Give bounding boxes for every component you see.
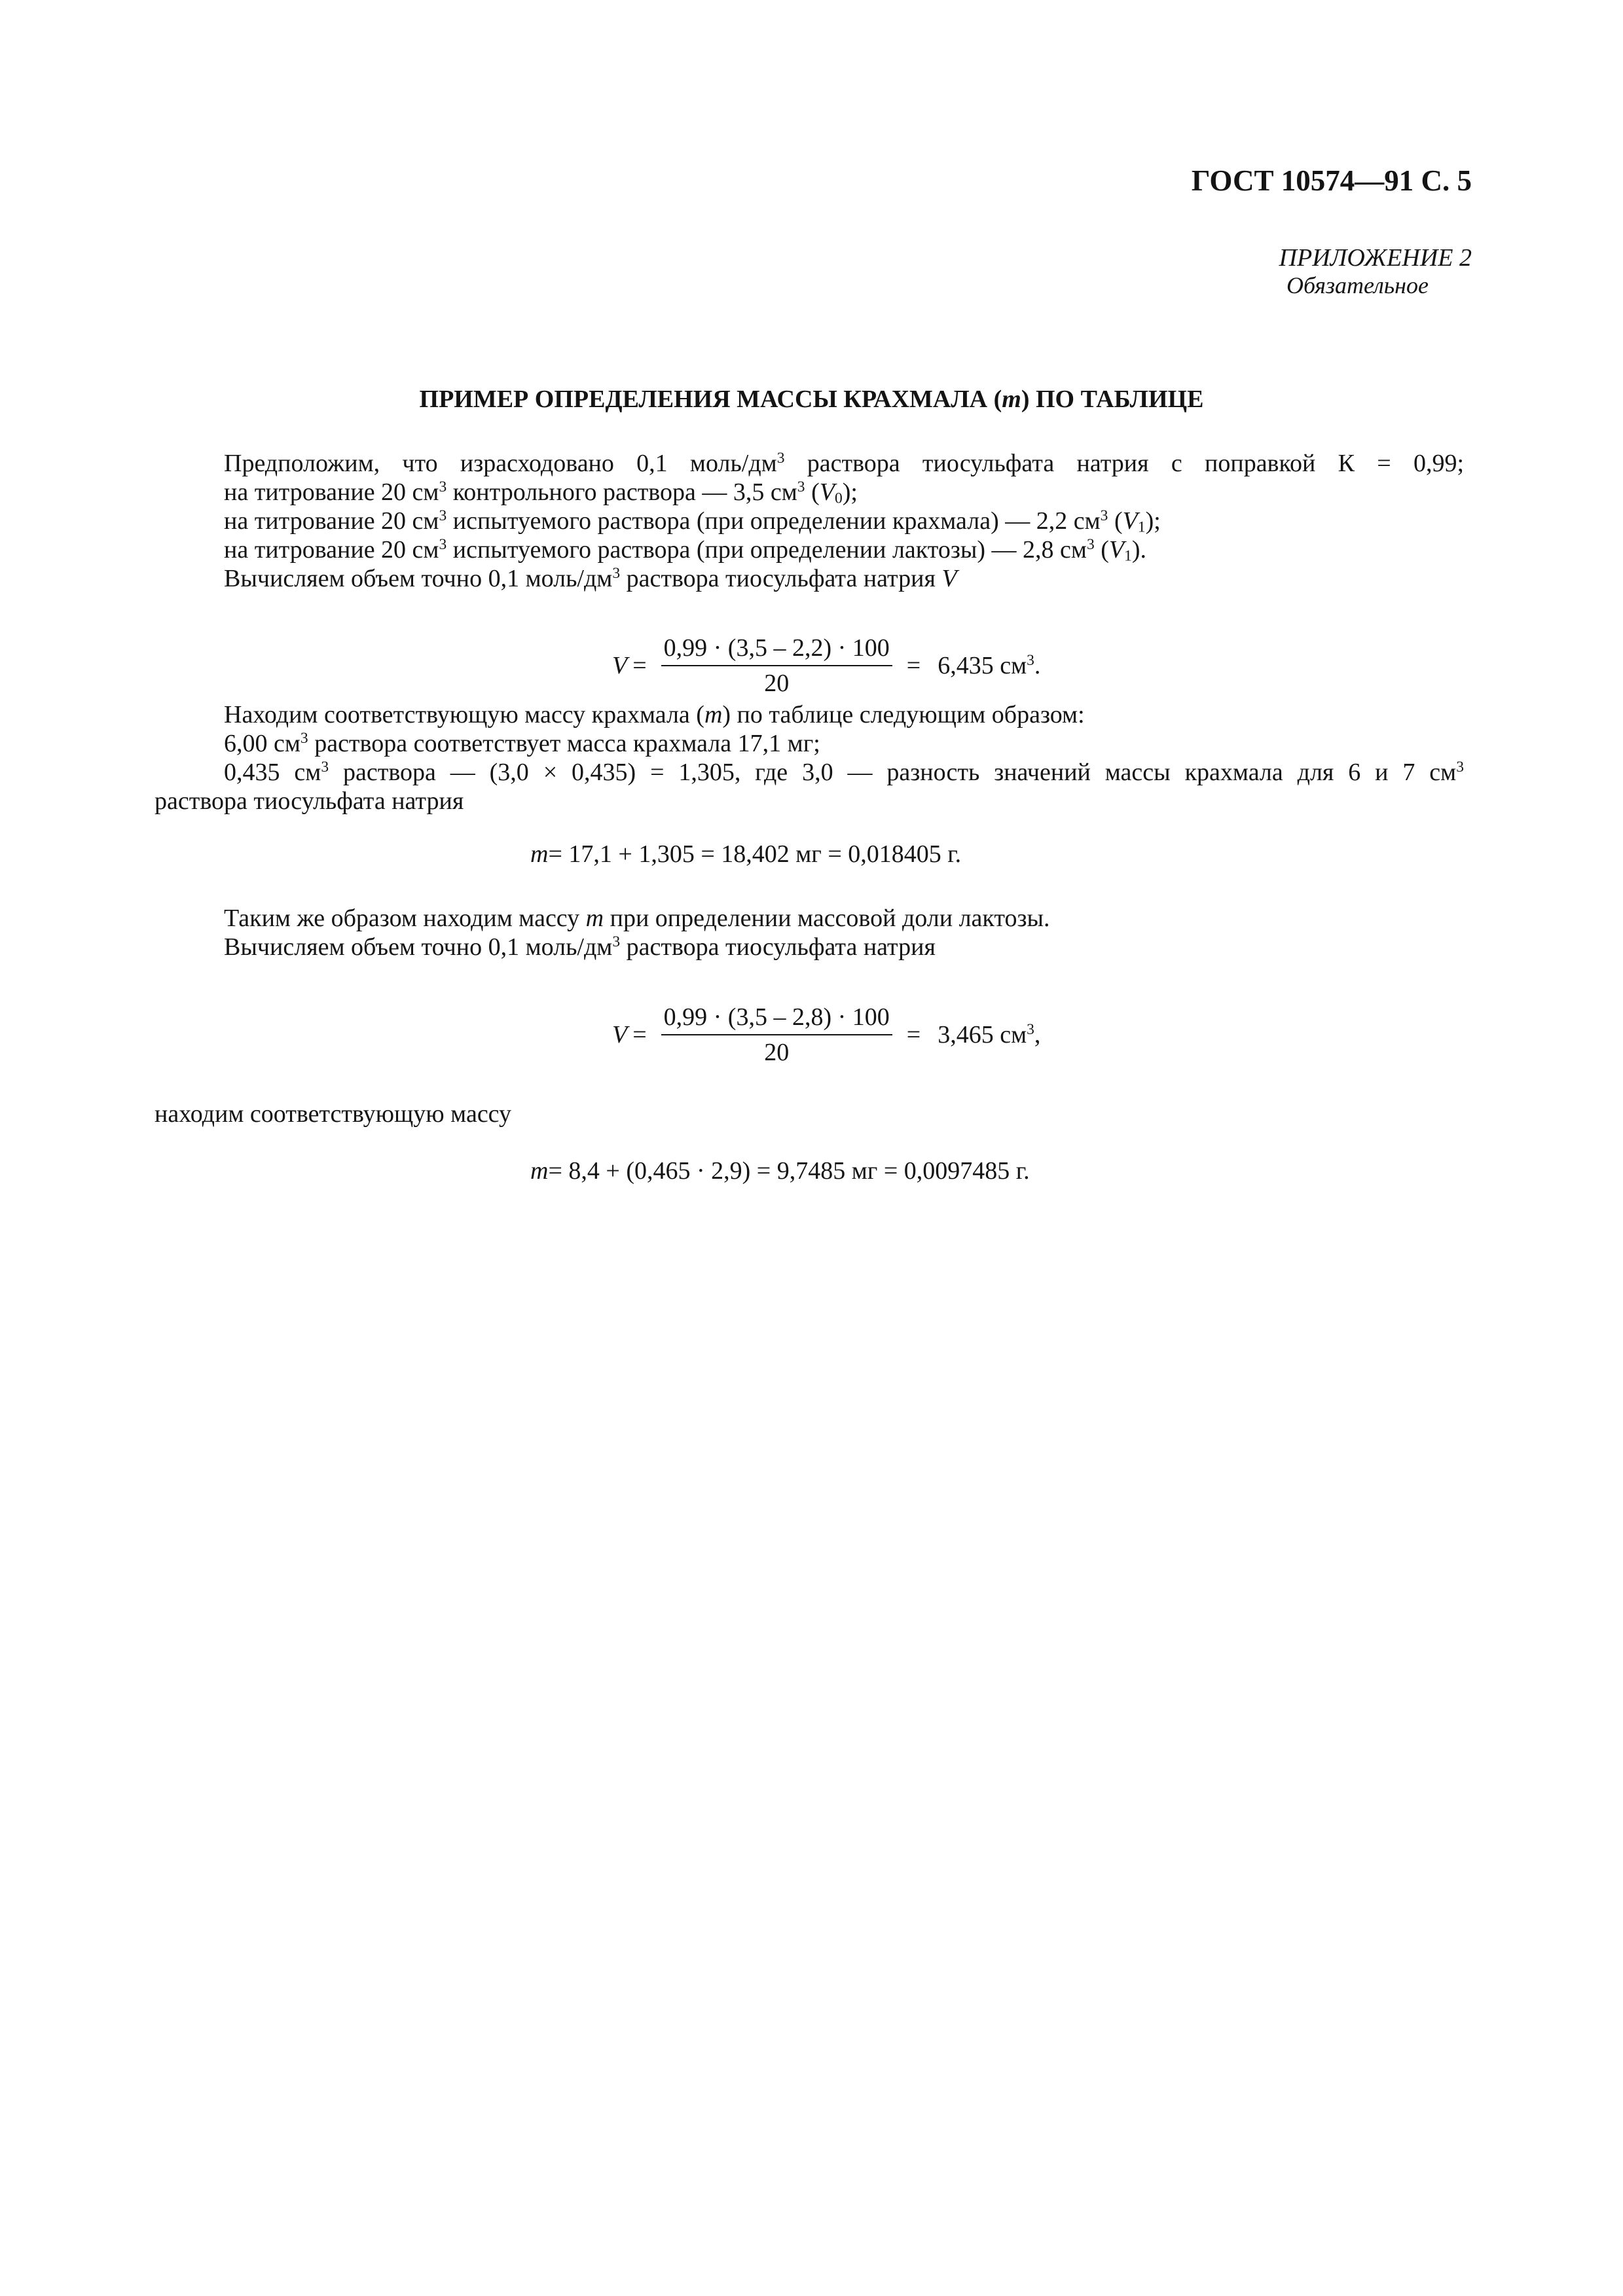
- formula-mass-starch: m = 17,1 + 1,305 = 18,402 мг = 0,018405 г.: [530, 840, 962, 868]
- formula-mass-lactose: m = 8,4 + (0,465 · 2,9) = 9,7485 мг = 0,0097485 г.: [530, 1157, 1030, 1185]
- para1-line5: Вычисляем объем точно 0,1 моль/$дм^3$ раствора тиосульфата натрия V: [224, 565, 957, 592]
- formula-volume-lactose: V = $\frac{0,99 \cdot (3,5 - 2,8) \cdot 100}{20}$ = 3,465 $см^3$,: [612, 1003, 1041, 1066]
- formula-volume-starch: V = $\frac{0,99 \cdot (3,5 - 2,2) \cdot 100}{20}$ = 6,435 $см^3$.: [612, 634, 1041, 697]
- para1-line2: на титрование 20 $см^3$ контрольного раствора — 3,5 $см^3$ $(V_0)$;: [224, 478, 858, 507]
- para4-line1: находим соответствующую массу: [155, 1100, 512, 1128]
- document-code: ГОСТ 10574—91 С. 5: [1191, 164, 1472, 197]
- para2-line2: 6,00 $см^3$ раствора соответствует масса крахмала 17,1 мг;: [224, 730, 820, 757]
- para1-line1: Предположим, что израсходовано 0,1 моль/$дм^3$ раствора тиосульфата натрия с поправкой К = 0,99;: [224, 450, 1465, 477]
- para1-line3: на титрование 20 $см^3$ испытуемого раствора (при определении крахмала) — 2,2 $см^3$ $(V_1)$;: [224, 507, 1161, 536]
- para1-line4: на титрование 20 $см^3$ испытуемого раствора (при определении лактозы) — 2,8 $см^3$ $(V_1)$.: [224, 536, 1147, 565]
- fraction: $\frac{0,99 \cdot (3,5 - 2,8) \cdot 100}{20}$: [661, 1003, 892, 1067]
- page-title: ПРИМЕР ОПРЕДЕЛЕНИЯ МАССЫ КРАХМАЛА (m) ПО ТАБЛИЦЕ: [419, 386, 1204, 413]
- para2-line1: Находим соответствующую массу крахмала (m) по таблице следующим образом:: [224, 701, 1085, 728]
- para2-line4: раствора тиосульфата натрия: [155, 787, 464, 815]
- fraction: $\frac{0,99 \cdot (3,5 - 2,2) \cdot 100}{20}$: [661, 634, 892, 698]
- para3-line1: Таким же образом находим массу m при определении массовой доли лактозы.: [224, 905, 1050, 932]
- para2-line3: 0,435 $см^3$ раствора — (3,0 × 0,435) = 1,305, где 3,0 — разность значений массы крахмала для 6 и 7 $см^3$: [224, 759, 1464, 786]
- para3-line2: Вычисляем объем точно 0,1 моль/$дм^3$ раствора тиосульфата натрия: [224, 933, 936, 961]
- annex-label: ПРИЛОЖЕНИЕ 2: [1279, 244, 1472, 272]
- annex-status: Обязательное: [1286, 272, 1429, 298]
